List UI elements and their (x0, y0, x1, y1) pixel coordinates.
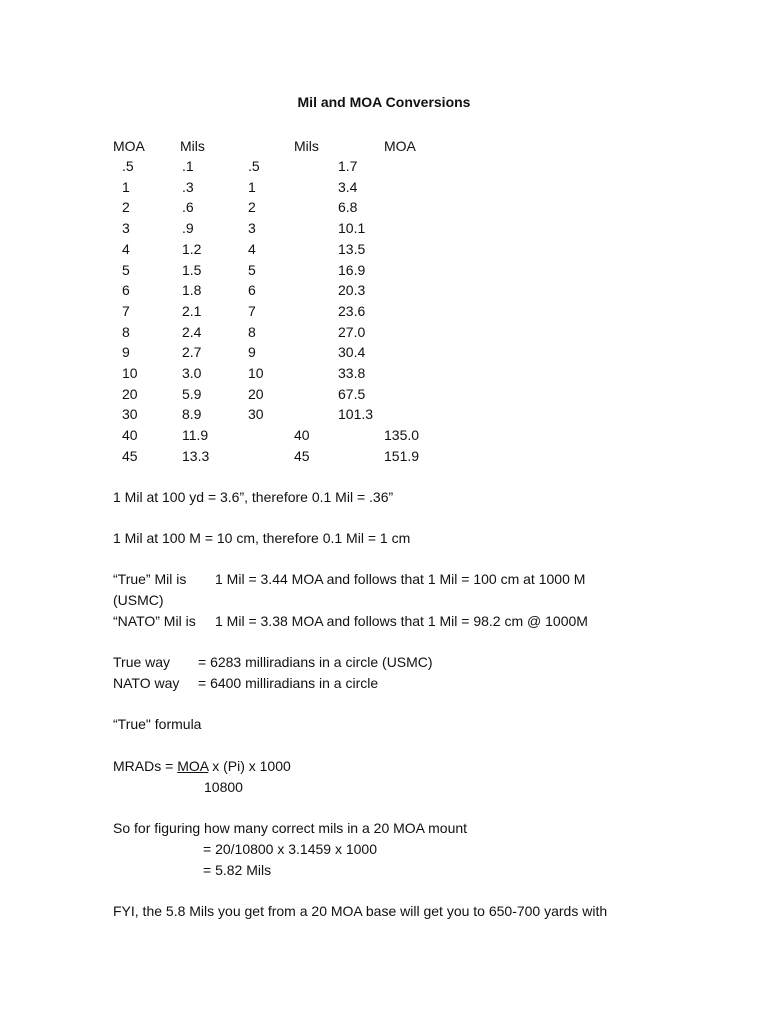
row-mils-cell: 2.7 (182, 344, 202, 361)
row-mils-cell: 2.4 (182, 323, 202, 340)
row-mils-right-cell: 45 (294, 447, 310, 464)
nato-way-label: NATO way (113, 675, 180, 691)
row-mils-cell: 11.9 (182, 427, 209, 444)
row-moa-cell: .5 (122, 158, 134, 174)
row-mils-right-cell: 6 (248, 282, 256, 299)
nato-mil-label: “NATO” Mil is (113, 613, 196, 629)
row-moa-right-cell: 67.5 (338, 385, 366, 402)
row-mils-cell: 5.9 (182, 385, 202, 402)
header-left-moa: MOA (113, 138, 145, 154)
mrads-prefix: MRADs = (113, 758, 178, 774)
row-mils-cell: 1.8 (182, 282, 202, 299)
row-moa-cell: 9 (122, 344, 130, 361)
row-mils-cell: 1.2 (182, 240, 202, 257)
table-row (0, 282, 768, 303)
note-line-1: 1 Mil at 100 yd = 3.6”, therefore 0.1 Mil = .36” (113, 489, 394, 505)
table-row (0, 406, 768, 427)
row-mils-cell: 8.9 (182, 406, 202, 423)
table-row (0, 158, 768, 179)
table-row (0, 448, 768, 469)
row-moa-right-cell: 20.3 (338, 282, 366, 299)
page-title: Mil and MOA Conversions (297, 94, 471, 110)
mrads-formula (113, 758, 291, 774)
row-moa-right-cell: 151.9 (384, 447, 420, 464)
true-mil-line (113, 571, 586, 587)
row-moa-cell: 3 (122, 220, 130, 237)
row-moa-cell: 2 (122, 199, 130, 216)
table-row (0, 179, 768, 200)
table-row (0, 386, 768, 407)
row-moa-right-cell: 6.8 (338, 199, 358, 216)
row-moa-right-cell: 1.7 (338, 158, 358, 174)
row-mils-cell: .3 (182, 178, 194, 195)
table-row (0, 199, 768, 220)
row-mils-cell: 1.5 (182, 261, 202, 278)
true-way-text: = 6283 milliradians in a circle (USMC) (198, 654, 433, 670)
row-mils-right-cell: 20 (248, 385, 264, 402)
row-mils-right-cell: .5 (248, 158, 260, 174)
row-moa-right-cell: 3.4 (338, 178, 358, 195)
true-mil-text: 1 Mil = 3.44 MOA and follows that 1 Mil = 100 cm at 1000 M (215, 571, 586, 587)
true-mil-label: “True” Mil is (113, 571, 187, 587)
row-moa-cell: 20 (122, 385, 138, 402)
row-mils-right-cell: 40 (294, 427, 310, 444)
row-mils-right-cell: 2 (248, 199, 256, 216)
row-moa-cell: 40 (122, 427, 138, 444)
row-mils-right-cell: 8 (248, 323, 256, 340)
row-moa-cell: 10 (122, 365, 138, 381)
row-moa-cell: 6 (122, 282, 130, 299)
calc-line-1: = 20/10800 x 3.1459 x 1000 (203, 841, 377, 857)
row-mils-right-cell: 1 (248, 178, 256, 195)
row-moa-right-cell: 13.5 (338, 240, 366, 257)
note-line-2: 1 Mil at 100 M = 10 cm, therefore 0.1 Mil = 1 cm (113, 530, 411, 546)
row-moa-right-cell: 16.9 (338, 261, 366, 278)
row-moa-cell: 4 (122, 240, 130, 257)
mrads-suffix: x (Pi) x 1000 (208, 758, 291, 774)
header-left-mils: Mils (180, 138, 205, 154)
row-mils-cell: 13.3 (182, 447, 210, 464)
table-row (0, 365, 768, 386)
row-moa-cell: 7 (122, 302, 130, 319)
nato-way-line (113, 675, 379, 691)
calc-line-2: = 5.82 Mils (203, 862, 272, 878)
row-mils-cell: 2.1 (182, 302, 202, 319)
table-row (0, 324, 768, 345)
row-moa-cell: 8 (122, 323, 130, 340)
row-moa-right-cell: 10.1 (338, 220, 366, 237)
row-moa-cell: 30 (122, 406, 138, 423)
row-mils-right-cell: 4 (248, 240, 256, 257)
table-row (0, 427, 768, 448)
table-row (0, 262, 768, 283)
row-moa-right-cell: 33.8 (338, 365, 366, 381)
mrads-numerator: MOA (177, 758, 209, 774)
row-mils-cell: .6 (182, 199, 194, 216)
row-mils-cell: 3.0 (182, 365, 202, 381)
formula-label: “True" formula (113, 716, 202, 732)
row-moa-right-cell: 135.0 (384, 427, 420, 444)
table-row (0, 220, 768, 241)
row-mils-right-cell: 30 (248, 406, 264, 423)
row-moa-cell: 1 (122, 178, 130, 195)
mrads-denominator: 10800 (204, 779, 243, 795)
row-mils-right-cell: 3 (248, 220, 256, 237)
table-row (0, 344, 768, 365)
true-way-label: True way (113, 654, 171, 670)
true-way-line (113, 654, 433, 670)
row-mils-right-cell: 9 (248, 344, 256, 361)
row-moa-right-cell: 30.4 (338, 344, 366, 361)
nato-mil-line (113, 613, 588, 629)
row-moa-cell: 5 (122, 261, 130, 278)
nato-mil-text: 1 Mil = 3.38 MOA and follows that 1 Mil = 98.2 cm @ 1000M (215, 613, 588, 629)
fyi-line: FYI, the 5.8 Mils you get from a 20 MOA base will get you to 650-700 yards with (113, 903, 608, 919)
header-right-moa: MOA (384, 138, 416, 154)
row-mils-cell: .9 (182, 220, 194, 237)
row-moa-right-cell: 23.6 (338, 302, 366, 319)
header-right-mils: Mils (294, 138, 319, 154)
row-mils-cell: .1 (182, 158, 194, 174)
row-moa-cell: 45 (122, 447, 138, 464)
row-mils-right-cell: 5 (248, 261, 256, 278)
row-moa-right-cell: 27.0 (338, 323, 366, 340)
row-moa-right-cell: 101.3 (338, 406, 374, 423)
true-mil-continuation: (USMC) (113, 592, 164, 608)
figuring-line: So for figuring how many correct mils in a 20 MOA mount (113, 820, 468, 836)
table-row (0, 241, 768, 262)
row-mils-right-cell: 7 (248, 302, 256, 319)
row-mils-right-cell: 10 (248, 365, 264, 381)
table-row (0, 303, 768, 324)
nato-way-text: = 6400 milliradians in a circle (198, 675, 379, 691)
